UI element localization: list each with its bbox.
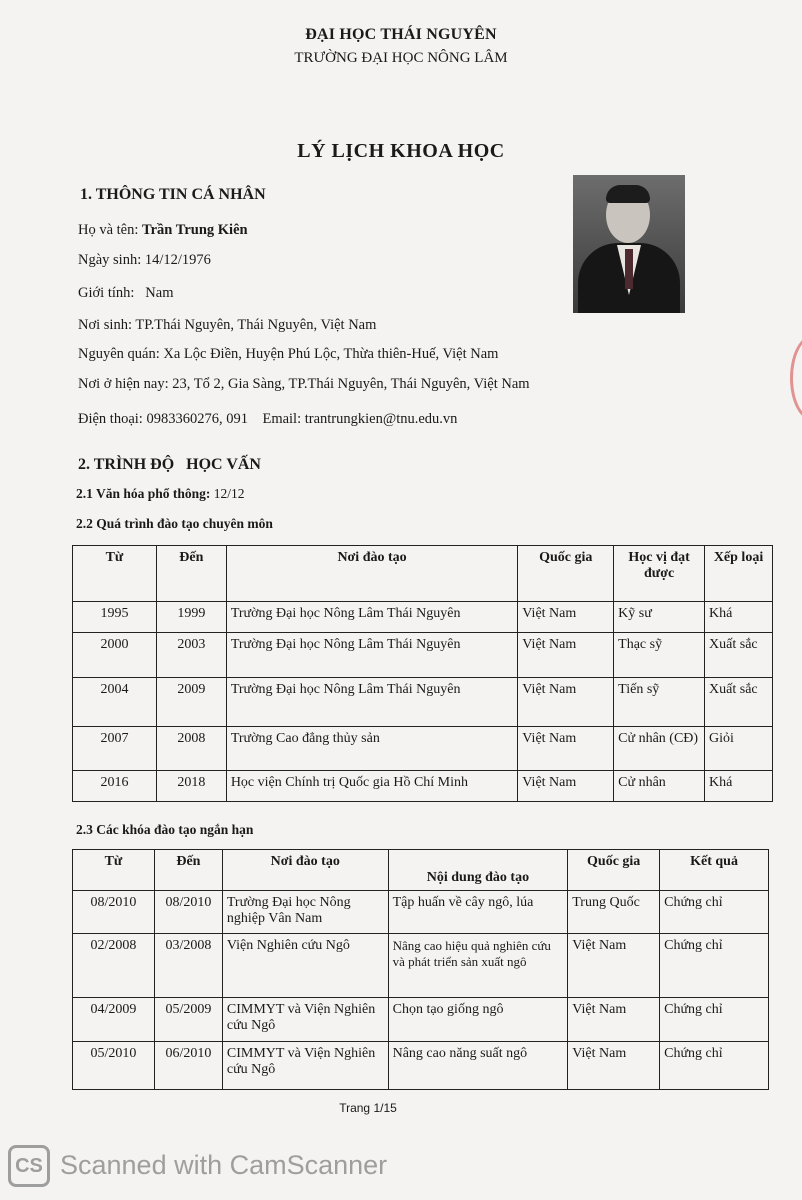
- table-cell: 05/2010: [73, 1042, 155, 1090]
- table-cell: Chọn tạo giống ngô: [388, 998, 568, 1042]
- person-name: Trần Trung Kiên: [142, 222, 248, 238]
- short-header-cell: Kết quả: [660, 850, 769, 891]
- table-cell: 06/2010: [154, 1042, 222, 1090]
- dob-line: Ngày sinh: 14/12/1976: [78, 252, 211, 268]
- table-cell: 2000: [73, 633, 157, 678]
- table-cell: 1995: [73, 602, 157, 633]
- table-row: [73, 727, 773, 771]
- table-row: [73, 891, 769, 934]
- table-cell: Trường Đại học Nông Lâm Thái Nguyên: [226, 633, 517, 678]
- table-cell: 2004: [73, 678, 157, 727]
- table-row: [73, 771, 773, 802]
- table-cell: Khá: [705, 602, 773, 633]
- table-cell: Khá: [705, 771, 773, 802]
- table-cell: Nâng cao hiệu quả nghiên cứu và phát triển sản xuất ngô: [388, 934, 568, 998]
- degree-heading: 2.2 Quá trình đào tạo chuyên môn: [76, 516, 273, 531]
- table-cell: Cử nhân (CĐ): [614, 727, 705, 771]
- short-header-cell: Đến: [154, 850, 222, 891]
- table-cell: Chứng chỉ: [660, 998, 769, 1042]
- table-cell: 05/2009: [154, 998, 222, 1042]
- table-cell: Xuất sắc: [705, 633, 773, 678]
- degree-header-cell: Học vị đạt được: [614, 546, 705, 602]
- short-courses-heading: 2.3 Các khóa đào tạo ngắn hạn: [76, 822, 254, 837]
- page-title: LÝ LỊCH KHOA HỌC: [297, 140, 505, 162]
- general-education-label: 2.1 Văn hóa phổ thông:: [76, 486, 214, 501]
- table-cell: Việt Nam: [518, 602, 614, 633]
- table-cell: Chứng chỉ: [660, 934, 769, 998]
- general-education-value: 12/12: [213, 486, 245, 501]
- table-cell: Xuất sắc: [705, 678, 773, 727]
- table-cell: CIMMYT và Viện Nghiên cứu Ngô: [222, 1042, 388, 1090]
- table-row: [73, 633, 773, 678]
- table-cell: Kỹ sư: [614, 602, 705, 633]
- table-cell: 2008: [156, 727, 226, 771]
- gender-line: [78, 285, 173, 302]
- table-cell: 08/2010: [73, 891, 155, 934]
- table-cell: Trung Quốc: [568, 891, 660, 934]
- table-cell: 2007: [73, 727, 157, 771]
- table-cell: Tiến sỹ: [614, 678, 705, 727]
- table-cell: Việt Nam: [518, 678, 614, 727]
- school-name: TRƯỜNG ĐẠI HỌC NÔNG LÂM: [294, 50, 508, 66]
- degree-header-cell: Đến: [156, 546, 226, 602]
- table-cell: Trường Đại học Nông nghiệp Vân Nam: [222, 891, 388, 934]
- table-cell: Tập huấn về cây ngô, lúa: [388, 891, 568, 934]
- camscanner-logo-icon: CS: [8, 1145, 50, 1187]
- page-number: Trang 1/15: [339, 1101, 397, 1115]
- table-cell: 04/2009: [73, 998, 155, 1042]
- short-header-cell: Quốc gia: [568, 850, 660, 891]
- table-row: [73, 678, 773, 727]
- gender-value: Nam: [145, 285, 174, 301]
- gender-label: Giới tính:: [78, 285, 135, 301]
- birthplace-line: Nơi sinh: TP.Thái Nguyên, Thái Nguyên, Việt Nam: [78, 317, 377, 333]
- table-cell: Trường Đại học Nông Lâm Thái Nguyên: [226, 678, 517, 727]
- table-cell: Chứng chỉ: [660, 891, 769, 934]
- short-table-header: [73, 850, 769, 891]
- table-cell: 2018: [156, 771, 226, 802]
- table-cell: Cử nhân: [614, 771, 705, 802]
- table-cell: Học viện Chính trị Quốc gia Hồ Chí Minh: [226, 771, 517, 802]
- name-line: [78, 222, 248, 239]
- table-cell: 03/2008: [154, 934, 222, 998]
- general-education-line: [76, 486, 245, 502]
- table-cell: Giỏi: [705, 727, 773, 771]
- section-personal-heading: 1. THÔNG TIN CÁ NHÂN: [80, 186, 266, 203]
- table-cell: Thạc sỹ: [614, 633, 705, 678]
- table-cell: Việt Nam: [518, 771, 614, 802]
- degree-header-cell: Từ: [73, 546, 157, 602]
- table-cell: Việt Nam: [518, 727, 614, 771]
- red-stamp-edge: [790, 335, 802, 421]
- table-cell: Chứng chỉ: [660, 1042, 769, 1090]
- table-cell: Trường Cao đẳng thủy sản: [226, 727, 517, 771]
- degree-header-cell: Quốc gia: [518, 546, 614, 602]
- short-header-cell: Nơi đào tạo: [222, 850, 388, 891]
- table-cell: 2003: [156, 633, 226, 678]
- camscanner-watermark: Scanned with CamScanner: [60, 1150, 388, 1180]
- degree-table-header: [73, 546, 773, 602]
- table-cell: 2009: [156, 678, 226, 727]
- hometown-line: Nguyên quán: Xa Lộc Điền, Huyện Phú Lộc, Thừa thiên-Huế, Việt Nam: [78, 346, 499, 362]
- table-cell: Việt Nam: [568, 1042, 660, 1090]
- table-cell: Việt Nam: [568, 998, 660, 1042]
- table-cell: 02/2008: [73, 934, 155, 998]
- table-row: [73, 1042, 769, 1090]
- section-education-heading: 2. TRÌNH ĐỘ HỌC VẤN: [78, 456, 261, 473]
- table-cell: Việt Nam: [518, 633, 614, 678]
- table-cell: 08/2010: [154, 891, 222, 934]
- degree-table: [72, 545, 773, 802]
- contact-line: Điện thoại: 0983360276, 091 Email: trantrungkien@tnu.edu.vn: [78, 411, 458, 427]
- table-cell: 2016: [73, 771, 157, 802]
- short-header-cell: Từ: [73, 850, 155, 891]
- table-cell: Trường Đại học Nông Lâm Thái Nguyên: [226, 602, 517, 633]
- university-name: ĐẠI HỌC THÁI NGUYÊN: [305, 26, 497, 43]
- table-cell: CIMMYT và Viện Nghiên cứu Ngô: [222, 998, 388, 1042]
- table-cell: Viện Nghiên cứu Ngô: [222, 934, 388, 998]
- short-courses-table: [72, 849, 769, 1090]
- residence-line: Nơi ở hiện nay: 23, Tổ 2, Gia Sàng, TP.Thái Nguyên, Thái Nguyên, Việt Nam: [78, 376, 530, 392]
- name-label: Họ và tên:: [78, 222, 143, 238]
- table-cell: Việt Nam: [568, 934, 660, 998]
- table-row: [73, 998, 769, 1042]
- portrait-photo: [573, 175, 685, 313]
- table-cell: Nâng cao năng suất ngô: [388, 1042, 568, 1090]
- table-cell: 1999: [156, 602, 226, 633]
- table-row: [73, 602, 773, 633]
- short-header-cell: Nội dung đào tạo: [388, 850, 568, 891]
- degree-header-cell: Nơi đào tạo: [226, 546, 517, 602]
- degree-header-cell: Xếp loại: [705, 546, 773, 602]
- table-row: [73, 934, 769, 998]
